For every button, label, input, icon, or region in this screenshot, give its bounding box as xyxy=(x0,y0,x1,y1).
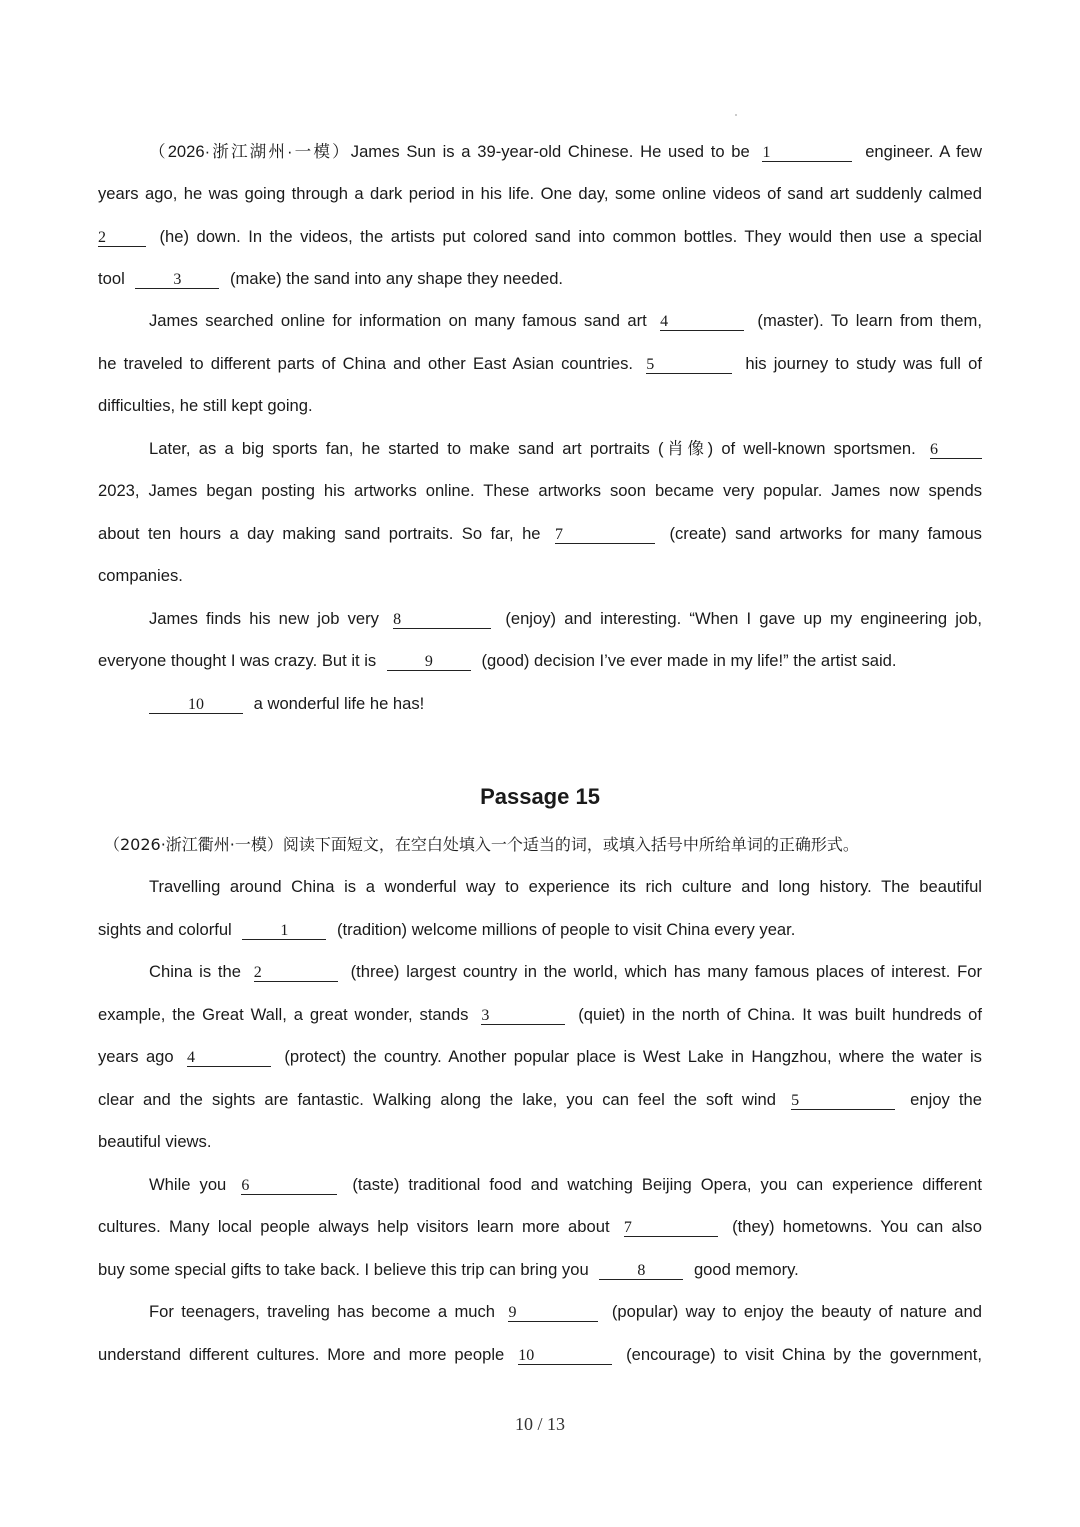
p14-line-10 xyxy=(98,513,982,556)
text: everyone thought I was crazy. But it is xyxy=(98,651,377,670)
blank-3[interactable]: 3 xyxy=(135,271,219,289)
text: (encourage) to visit China by the government, xyxy=(626,1345,982,1364)
p15-line-6 xyxy=(98,1079,982,1122)
text: James searched online for information on many famous sand art xyxy=(149,311,647,330)
text: years ago xyxy=(98,1047,174,1066)
blank-8[interactable]: 8 xyxy=(393,611,491,629)
blank-4[interactable]: 4 xyxy=(660,313,744,331)
p15-line-1: Travelling around China is a wonderful way to experience its rich culture and long history. The beautiful xyxy=(149,877,982,896)
p14-line-13 xyxy=(98,640,982,683)
p14-line-5 xyxy=(98,300,982,343)
p14-line-1 xyxy=(98,131,982,174)
text: （2026·浙江湖州·一模）James Sun is a 39-year-old Chinese. He used to be xyxy=(149,142,750,161)
text: a wonderful life he has! xyxy=(253,694,425,713)
p14-line-9: 2023, James began posting his artworks online. These artworks soon became very popular. James now spends xyxy=(98,481,982,500)
text: enjoy the xyxy=(910,1090,982,1109)
text: clear and the sights are fantastic. Walking along the lake, you can feel the soft wind xyxy=(98,1090,776,1109)
text: (three) largest country in the world, which has many famous places of interest. For xyxy=(350,962,982,981)
blank-1[interactable]: 1 xyxy=(762,144,852,162)
blank-5[interactable]: 5 xyxy=(646,356,732,374)
passage-instruction: （2026·浙江衢州·一模）阅读下面短文，在空白处填入一个适当的词，或填入括号中所给单词的正确形式。 xyxy=(104,835,859,854)
text: (enjoy) and interesting. “When I gave up my engineering job, xyxy=(505,609,982,628)
p15-line-7: beautiful views. xyxy=(98,1132,212,1151)
text: (he) down. In the videos, the artists put colored sand into common bottles. They would then use a special xyxy=(159,227,982,246)
blank-5[interactable]: 5 xyxy=(791,1092,895,1110)
passage-title: Passage 15 xyxy=(480,784,600,809)
blank-2[interactable]: 2 xyxy=(98,229,146,247)
blank-9[interactable]: 9 xyxy=(508,1304,598,1322)
text: buy some special gifts to take back. I believe this trip can bring you xyxy=(98,1260,589,1279)
blank-6[interactable]: 6 xyxy=(930,441,982,459)
text: sights and colorful xyxy=(98,920,232,939)
p14-line-14 xyxy=(98,683,982,726)
blank-4[interactable]: 4 xyxy=(187,1049,271,1067)
text: Later, as a big sports fan, he started to make sand art portraits (肖像) of well-known sportsmen. xyxy=(149,439,916,458)
blank-10[interactable]: 10 xyxy=(518,1347,612,1365)
p15-line-5 xyxy=(98,1036,982,1079)
text: example, the Great Wall, a great wonder, stands xyxy=(98,1005,469,1024)
p15-line-4 xyxy=(98,994,982,1037)
text: (make) the sand into any shape they needed. xyxy=(230,269,564,288)
text: his journey to study was full of xyxy=(745,354,982,373)
p15-line-3 xyxy=(98,951,982,994)
blank-2[interactable]: 2 xyxy=(254,964,338,982)
p15-line-8 xyxy=(98,1164,982,1207)
text: about ten hours a day making sand portraits. So far, he xyxy=(98,524,541,543)
text: James finds his new job very xyxy=(149,609,379,628)
text: engineer. A few xyxy=(865,142,982,161)
text: (create) sand artworks for many famous xyxy=(669,524,982,543)
text: tool xyxy=(98,269,125,288)
p14-line-12 xyxy=(98,598,982,641)
blank-10[interactable]: 10 xyxy=(149,696,243,714)
p15-line-2 xyxy=(98,909,982,952)
text: (protect) the country. Another popular place is West Lake in Hangzhou, where the water is xyxy=(284,1047,982,1066)
text: (good) decision I’ve ever made in my life!” the artist said. xyxy=(481,651,897,670)
text: For teenagers, traveling has become a much xyxy=(149,1302,496,1321)
blank-6[interactable]: 6 xyxy=(241,1177,337,1195)
p14-line-11: companies. xyxy=(98,566,183,585)
blank-8[interactable]: 8 xyxy=(599,1262,683,1280)
text: he traveled to different parts of China and other East Asian countries. xyxy=(98,354,634,373)
p14-line-6 xyxy=(98,343,982,386)
text: (tradition) welcome millions of people to visit China every year. xyxy=(337,920,796,939)
p14-line-3 xyxy=(98,216,982,259)
p14-line-7: difficulties, he still kept going. xyxy=(98,396,313,415)
p15-line-10 xyxy=(98,1249,982,1292)
p14-line-2: years ago, he was going through a dark period in his life. One day, some online videos of sand art suddenly calmed xyxy=(98,184,982,203)
text: (master). To learn from them, xyxy=(757,311,982,330)
p15-line-11 xyxy=(98,1291,982,1334)
blank-7[interactable]: 7 xyxy=(624,1219,718,1237)
p15-line-9 xyxy=(98,1206,982,1249)
page-number: 10 / 13 xyxy=(514,1414,565,1434)
text: (popular) way to enjoy the beauty of nature and xyxy=(611,1302,982,1321)
scan-dot xyxy=(735,114,737,116)
text: China is the xyxy=(149,962,241,981)
blank-7[interactable]: 7 xyxy=(555,526,655,544)
text: While you xyxy=(149,1175,227,1194)
blank-3[interactable]: 3 xyxy=(481,1007,565,1025)
text: cultures. Many local people always help visitors learn more about xyxy=(98,1217,610,1236)
blank-9[interactable]: 9 xyxy=(387,653,471,671)
p14-line-8 xyxy=(98,428,982,471)
text: (quiet) in the north of China. It was built hundreds of xyxy=(578,1005,982,1024)
text: (taste) traditional food and watching Beijing Opera, you can experience different xyxy=(352,1175,982,1194)
blank-1[interactable]: 1 xyxy=(242,922,326,940)
text: understand different cultures. More and more people xyxy=(98,1345,505,1364)
text: good memory. xyxy=(693,1260,799,1279)
text: (they) hometowns. You can also xyxy=(732,1217,982,1236)
p14-line-4 xyxy=(98,258,982,301)
p15-line-12 xyxy=(98,1334,982,1377)
